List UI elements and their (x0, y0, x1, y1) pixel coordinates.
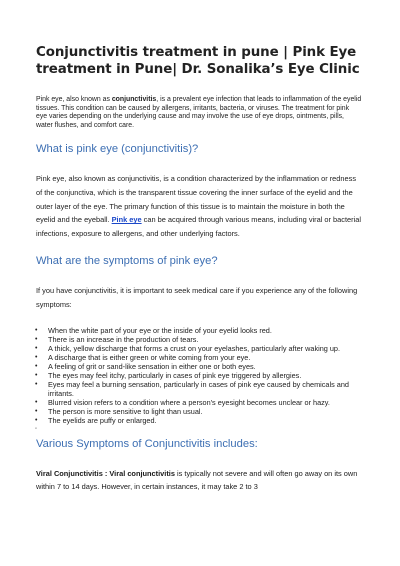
viral-conjunctivitis-bold: Viral Conjunctivitis : Viral conjunctivitis (36, 468, 175, 478)
section-heading-various-symptoms: Various Symptoms of Conjunctivitis includes: (36, 437, 258, 450)
intro-text-start: Pink eye, also known as (36, 96, 112, 103)
section-heading-what-is: What is pink eye (conjunctivitis)? (36, 143, 199, 156)
list-item (36, 407, 362, 416)
list-item (36, 398, 362, 407)
list-item (36, 344, 362, 353)
hollow-bullet-icon: ◦ (35, 425, 38, 432)
viral-conjunctivitis-paragraph (36, 467, 362, 494)
bullet-icon: • (35, 407, 38, 415)
bullet-icon: • (35, 335, 38, 343)
bullet-icon: • (35, 380, 38, 388)
viral-conjunctivitis-text: is typically not severe and will often go away on its own within 7 to 14 days. However, in certain instances, it may take 2 to 3 (36, 468, 358, 492)
list-item-text: The eyes may feel itchy, particularly in cases of pink eye triggered by allergies. (48, 370, 302, 380)
intro-text-end: , is a prevalent eye infection that leads to inflammation of the eyelid tissues. This condition can be caused by allergens, irritants, bacteria, or viruses. The treatment for pink eye varies depending on the underlying cause and may involve the use of eye drops, ointments, pills, water flushes, and comfort care. (36, 96, 362, 129)
list-item-text: Eyes may feel a burning sensation, particularly in cases of pink eye caused by chemicals and irritants. (48, 379, 349, 398)
list-item (36, 326, 362, 335)
empty-list-item (36, 425, 362, 434)
list-item (36, 371, 362, 380)
bullet-icon: • (35, 416, 38, 424)
what-is-paragraph (36, 172, 362, 240)
bullet-icon: • (35, 353, 38, 361)
list-item (36, 335, 362, 344)
list-item-text: A thick, yellow discharge that forms a crust on your eyelashes, particularly after waking up. (48, 343, 341, 353)
list-item-text: A discharge that is either green or white coming from your eye. (48, 352, 251, 362)
list-item (36, 416, 362, 425)
intro-paragraph (36, 96, 362, 130)
bullet-icon: • (35, 362, 38, 370)
intro-bold-term: conjunctivitis (111, 96, 157, 103)
list-item (36, 353, 362, 362)
bullet-icon: • (35, 326, 38, 334)
list-item (36, 362, 362, 371)
list-item-text: The person is more sensitive to light than usual. (48, 406, 203, 416)
list-item-text: The eyelids are puffy or enlarged. (48, 415, 157, 425)
bullet-icon: • (35, 344, 38, 352)
symptom-list (36, 326, 362, 434)
page-title: Conjunctivitis treatment in pune | Pink Eye treatment in Pune| Dr. Sonalika’s Eye Clinic (36, 45, 360, 77)
list-item-text: Blurred vision refers to a condition where a person's eyesight becomes unclear or hazy. (48, 397, 330, 407)
list-item (36, 380, 362, 398)
bullet-icon: • (35, 398, 38, 406)
bullet-icon: • (35, 371, 38, 379)
what-is-text-start: Pink eye, also known as conjunctivitis, is a condition characterized by the inflammation or redness of the conjunctiva, which is the transparent tissue covering the inner surface of the eyelid and the outer layer of the eye. The primary function of this tissue is to maintain the moisture in both the eyelid and the eyeball. (36, 174, 357, 225)
what-is-text-end: can be acquired through various means, including viral or bacterial infections, exposure to allergens, and other underlying factors. (36, 215, 361, 238)
list-item-text: A feeling of grit or sand-like sensation in either one or both eyes. (48, 361, 256, 371)
pink-eye-link[interactable]: Pink eye (111, 215, 142, 225)
symptoms-intro-paragraph: If you have conjunctivitis, it is important to seek medical care if you experience any of the following symptoms: (36, 286, 358, 309)
section-heading-symptoms: What are the symptoms of pink eye? (36, 255, 218, 268)
list-item-text: When the white part of your eye or the inside of your eyelid looks red. (48, 325, 272, 335)
list-item-text: There is an increase in the production of tears. (48, 334, 199, 344)
